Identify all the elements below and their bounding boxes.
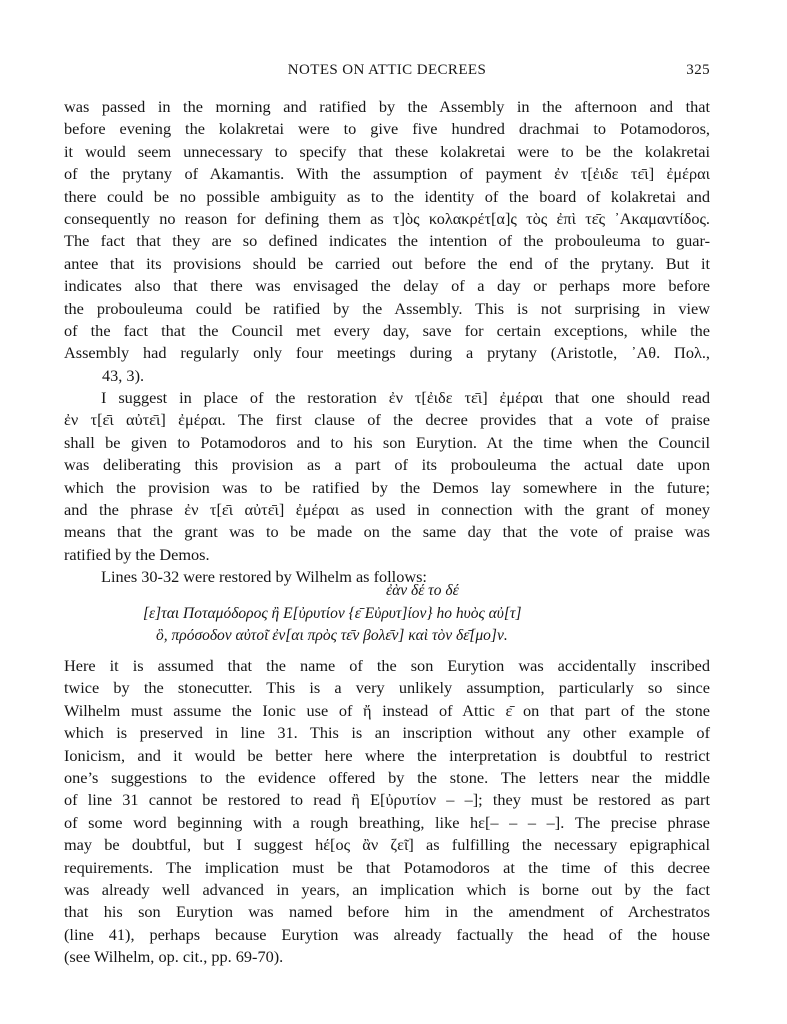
text-line: it would seem unnecessary to specify that these kolakretai were to be the kolakretai [64,141,710,161]
text-line: of some word beginning with a rough breathing, like hε[– – – –]. The precise phrase [64,812,710,832]
inscription-line: ὃ, πρόσοδον αὐτο̃ι ἐν[αι πρὸς τε̄ν βολε̄ν] καὶ τὸν δε̄[μο]ν. [156,627,508,644]
text-line: one’s suggestions to the evidence offered by the stone. The letters near the middle [64,768,710,788]
page-number: 325 [686,62,710,78]
text-line: twice by the stonecutter. This is a very unlikely assumption, particularly so since [64,678,710,698]
text-line: ratified by the Demos. [64,544,210,564]
paragraph-1 [64,96,710,387]
text-line: 43, 3). [102,365,145,385]
text-line: (see Wilhelm, op. cit., pp. 69-70). [64,947,284,967]
inscription-line: [ε]ται Ποταμόδορος ἢ Ε[ὐρυτίον {ε̄ Εὐρυτ]ίον} ho hυὸς αὐ[τ] [143,604,522,622]
running-title: NOTES ON ATTIC DECREES [287,62,487,78]
text-line: shall be given to Potamodoros and to his son Eurytion. At the time when the Council [64,432,710,452]
text-line: which the provision was to be ratified by the Demos lay somewhere in the future; [64,477,710,497]
text-line: consequently no reason for defining them as τ]ὸς κολακρέτ[α]ς τὸς ἐπὶ τε̄ς ᾿Ακαμαντίδος. [64,209,710,229]
text-line: Wilhelm must assume the Ionic use of ἤ instead of Attic ε̄ on that part of the stone [64,700,710,720]
text-line: Assembly had regularly only four meetings during a prytany (Aristotle, ᾿Αθ. Πολ., [64,343,710,363]
text-line: the probouleuma could be ratified by the Assembly. This is not surprising in view [64,298,710,318]
text-line: may be doubtful, but I suggest hέ[ος ἂν ζε̃ι] as fulfilling the necessary epigraphical [64,835,710,855]
text-line: which is preserved in line 31. This is an inscription without any other example of [64,723,710,743]
text-line: Lines 30-32 were restored by Wilhelm as follows: [101,567,427,586]
text-line: was passed in the morning and ratified by the Assembly in the afternoon and that [64,97,710,116]
paragraph-4 [64,655,710,969]
text-line: indicates also that there was envisaged the delay of a day or perhaps more before [64,276,710,296]
text-line: (line 41), perhaps because Eurytion was already factually the head of the house [64,924,710,944]
text-line: was already well advanced in years, an implication which is borne out by the fact [64,880,710,900]
paragraph-2 [64,387,710,566]
text-line: ἐν τ[ε̄ι αὐτε̄ι] ἐμέραι. The first clause of the decree provides that a vote of praise [64,410,710,430]
text-line: Ionicism, and it would be better here where the interpretation is doubtful to restrict [64,745,710,765]
running-header [64,62,710,82]
text-line: I suggest in place of the restoration ἐν τ[ἐιδε τε̄ι] ἐμέραι that one should read [101,388,710,407]
text-line: that his son Eurytion was named before him in the amendment of Archestratos [64,902,710,922]
inscription-line: ἐὰν δέ το δέ [386,582,459,599]
text-line: of the fact that the Council met every day, save for certain exceptions, while the [64,321,710,341]
inscription-restoration [64,580,710,648]
text-line: there could be no possible ambiguity as to the identity of the board of kolakretai and [64,186,710,206]
text-line: was deliberating this provision as a part of its probouleuma the actual date upon [64,455,710,475]
text-line: of the prytany of Akamantis. With the assumption of payment ἐν τ[ἐιδε τε̄ι] ἐμέραι [64,164,710,184]
text-line: of line 31 cannot be restored to read ἢ Ε[ὐρυτίον – –]; they must be restored as part [64,790,710,810]
text-line: requirements. The implication must be that Potamodoros at the time of this decree [64,857,710,877]
text-line: Here it is assumed that the name of the son Eurytion was accidentally inscribed [64,656,710,675]
text-line: antee that its provisions should be carried out before the end of the prytany. But it [64,253,710,273]
text-line: and the phrase ἐν τ[ε̄ι αὐτε̄ι] ἐμέραι as used in connection with the grant of money [64,500,710,520]
text-line: means that the grant was to be made on the same day that the vote of praise was [64,522,710,542]
text-line: before evening the kolakretai were to give five hundred drachmai to Potamodoros, [64,119,710,139]
text-line: The fact that they are so defined indicates the intention of the probouleuma to guar- [64,231,710,251]
